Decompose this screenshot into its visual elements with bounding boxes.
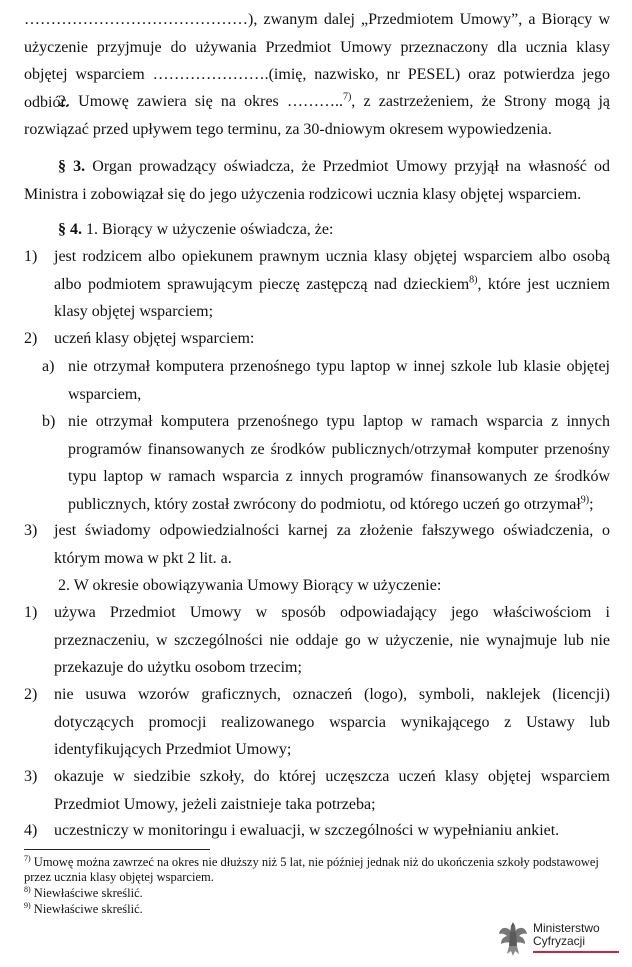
list-number: 2)	[24, 686, 38, 703]
list-number: 2)	[24, 330, 38, 347]
section-mark: § 4.	[58, 221, 82, 238]
paragraph-text: 1. Biorący w użyczenie oświadcza, że:	[82, 221, 334, 238]
footnote-9	[24, 902, 614, 917]
footnote-8	[24, 886, 614, 901]
text-span: , które jest uczniem klasy objętej wsparciem;	[54, 275, 610, 320]
text-span: ;	[589, 495, 594, 513]
footnote-separator	[24, 849, 210, 850]
footnote-ref-7: 7)	[342, 91, 352, 103]
footnote-text: Umowę można zawrzeć na okres nie dłuższy niż 5 lat, nie później jednak niż do ukończenia szkoły podstawowej przez ucznia klasy objętej wsparciem.	[24, 855, 599, 884]
footnote-text: Niewłaściwe skreślić.	[30, 902, 143, 916]
list-item	[24, 681, 610, 764]
list-number: 1)	[24, 248, 38, 265]
list-item-text: nie usuwa wzorów graficznych, oznaczeń (logo), symboli, naklejek (licencji) dotyczących promocji realizowanego wsparcia wynikającego z Ustawy lub identyfikujących Przedmiot Umowy;	[54, 686, 610, 758]
footnote-number: 9)	[24, 900, 31, 910]
logo-line-1: Ministerstwo	[533, 921, 600, 935]
list-item	[24, 599, 610, 682]
footnote-7	[24, 855, 614, 885]
footnote-ref-9: 9)	[580, 494, 590, 506]
text-span: jest rodzicem albo opiekunem prawnym ucznia klasy objętej wsparciem albo osobą albo podmiotem sprawującym pieczę zastępczą nad dzieckiem	[54, 248, 610, 293]
paragraph-text: ……………………………………), zwanym dalej „Przedmiotem Umowy”, a Biorący w użyczenie przyjmuje do używania Przedmiot Umowy przeznaczony dla ucznia klasy objętej wsparciem ………………….(imię, nazwisko, nr PESEL) oraz potwierdza jego odbiór.	[24, 11, 610, 111]
list-item-text: nie otrzymał komputera przenośnego typu laptop w innej szkole lub klasie objętej wsparciem,	[68, 358, 610, 403]
sublist-item	[42, 408, 610, 518]
section-3	[24, 153, 610, 208]
paragraph-obligations-heading	[24, 572, 610, 600]
paragraph-text: 2. Umowę zawiera się na okres ………..	[58, 93, 343, 110]
paragraph-agreement-term	[24, 88, 610, 143]
list-item-text: używa Przedmiot Umowy w sposób odpowiadający jego właściwościom i przeznaczeniu, w szczególności nie oddaje go w użyczenie, nie wynajmuje lub nie przekazuje do użytku osobom trzecim;	[54, 604, 610, 676]
list-item-text	[68, 408, 610, 518]
list-letter: b)	[42, 413, 56, 430]
list-number: 3)	[24, 522, 38, 539]
list-item	[24, 817, 610, 845]
list-item-text: uczestniczy w monitoringu i ewaluacji, w szczególności w wypełnianiu ankiet.	[54, 822, 560, 839]
footnote-ref-8: 8)	[469, 274, 478, 286]
list-item	[24, 243, 610, 326]
eagle-emblem-icon	[497, 920, 529, 958]
logo-accent-bar	[533, 951, 619, 953]
logo-line-2: Cyfryzacji	[533, 934, 586, 948]
paragraph-text: , z zastrzeżeniem, że Strony mogą ją rozwiązać przed upływem tego terminu, za 30-dniowym okresem wypowiedzenia.	[24, 93, 610, 138]
list-item-text	[54, 243, 610, 326]
ministry-logo	[497, 918, 622, 962]
list-number: 4)	[24, 822, 38, 839]
list-item-text: okazuje w siedzibie szkoły, do której uczęszcza uczeń klasy objętej wsparciem Przedmiot Umowy, jeżeli zaistnieje taka potrzeba;	[54, 768, 610, 813]
list-item	[24, 517, 610, 572]
list-item-text: uczeń klasy objętej wsparciem:	[54, 330, 255, 347]
footnote-number: 7)	[24, 853, 31, 863]
text-span: nie otrzymał komputera przenośnego typu laptop w ramach wsparcia z innych programów finansowanych ze środków publicznych/otrzymał komputer przenośny typu laptop w ramach wsparcia z innych programów finansowanych ze środków publicznych, który został zwrócony do podmiotu, od którego uczeń go otrzymał	[68, 413, 610, 513]
footnote-number: 8)	[24, 884, 31, 894]
list-item	[24, 325, 610, 353]
list-item	[24, 763, 610, 818]
footnote-text: Niewłaściwe skreślić.	[30, 886, 143, 900]
section-4-heading	[24, 216, 610, 244]
paragraph-text: Organ prowadzący oświadcza, że Przedmiot Umowy przyjął na własność od Ministra i zobowiązał się do jego użyczenia rodzicowi ucznia klasy objętej wsparciem.	[24, 158, 610, 203]
sublist-item	[42, 353, 610, 408]
list-letter: a)	[42, 358, 55, 375]
list-item-text: jest świadomy odpowiedzialności karnej za złożenie fałszywego oświadczenia, o którym mowa w pkt 2 lit. a.	[54, 522, 610, 567]
list-number: 1)	[24, 604, 38, 621]
section-mark: § 3.	[58, 158, 86, 175]
list-number: 3)	[24, 768, 38, 785]
paragraph-text: 2. W okresie obowiązywania Umowy Biorący w użyczenie:	[58, 577, 442, 594]
